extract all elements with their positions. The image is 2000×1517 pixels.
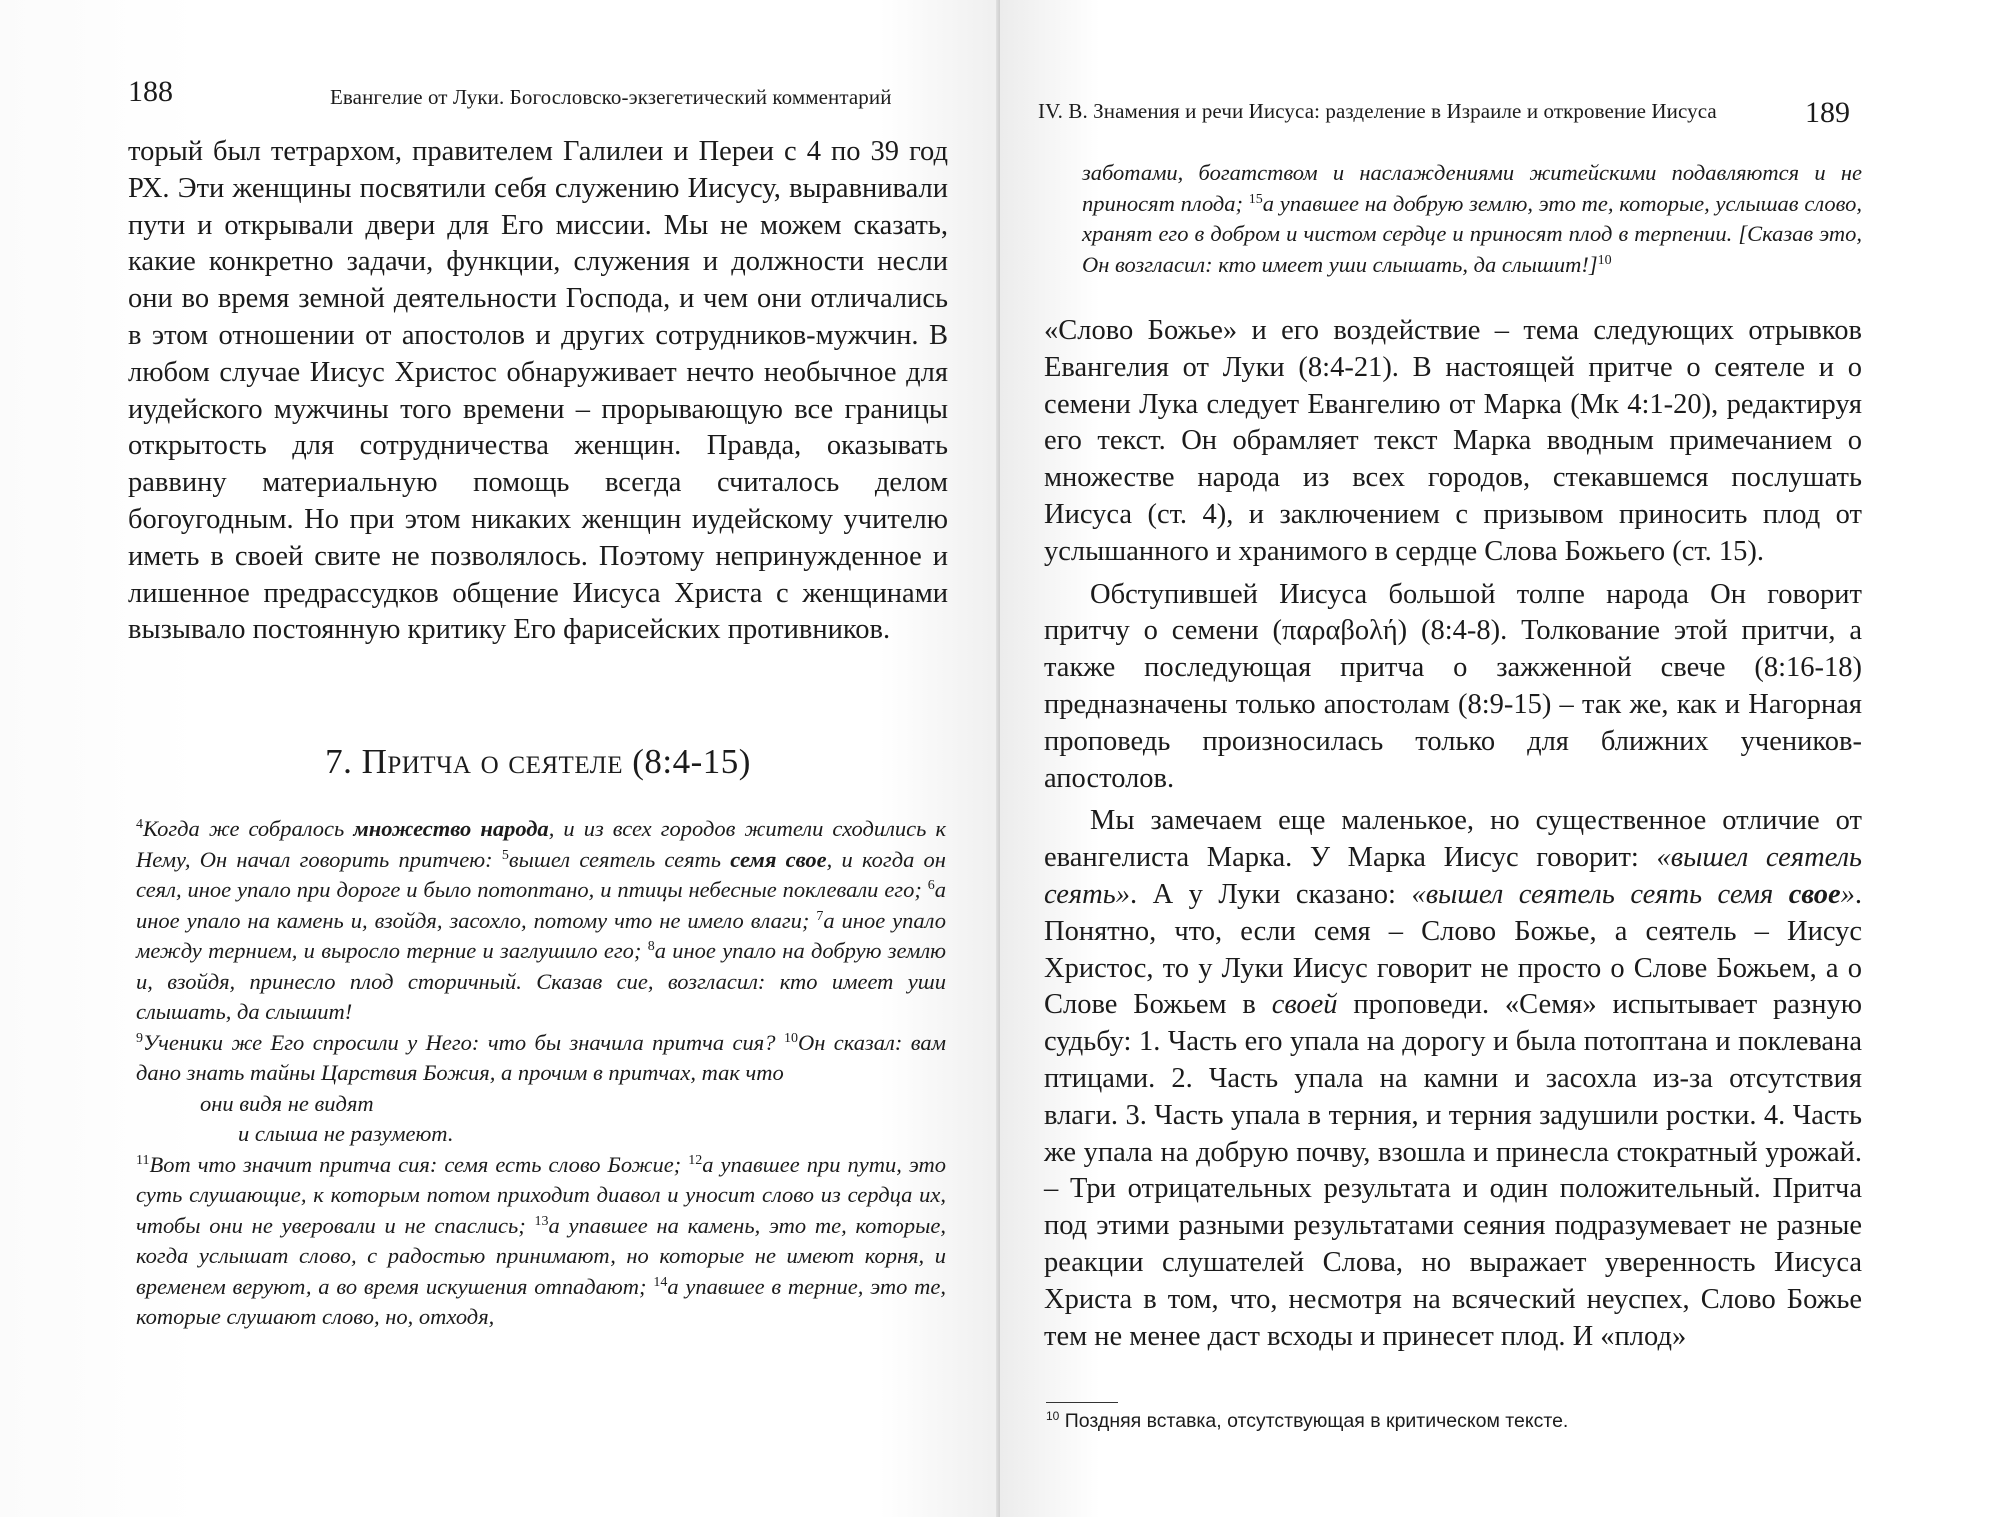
quoted-poem-line-1: они видя не видят xyxy=(200,1090,374,1116)
verse-text: а упавшее при пути, это суть слушающие, к которым потом приходит диавол и уносит слово из сердца их, чтобы они не уверовали и не спаслись; xyxy=(136,1151,946,1238)
verse-text: а иное упало на камень и, взойдя, засохло, потому что не имело влаги; xyxy=(136,877,946,933)
emphasis-word: своей xyxy=(1271,989,1338,1021)
verse-text: а упавшее на камень, это те, которые, когда услышат слово, с радостью принимают, но которые не имеют корня, и временем веруют, а во время искушения отпадают; xyxy=(136,1212,946,1299)
chapter-heading: 7. Притча о сеятеле (8:4-15) xyxy=(325,742,751,781)
paragraph-text: . Понятно, что, если семя – Слово Божье, а сеятель – Иисус Христос, то у Луки Иисус говорит не просто о Слове Божьем, а о Слове Божьем в xyxy=(1044,878,1862,1021)
footnote-reference: 10 xyxy=(1597,252,1612,268)
body-paragraph-3 xyxy=(1044,803,1862,1355)
left-body-text xyxy=(128,134,948,649)
right-page-number: 189 xyxy=(1805,96,1850,129)
left-scripture-block xyxy=(136,814,946,1333)
paragraph-text: . А у Луки сказано: xyxy=(1129,878,1412,910)
body-paragraph-1: «Слово Божье» и его воздействие – тема следующих отрывков Евангелия от Луки (8:4-21). В настоящей притче о сеятеле и о семени Лука следует Евангелию от Марка (Мк 4:1-20), редактируя его текст. Он обрамляет текст Марка вводным примечанием о множестве народа из всех городов, стекавшемся послушать Иисуса (ст. 4), и заключением с призывом приносить плод от услышанного и хранимого в сердце Слова Божьего (ст. 15). xyxy=(1044,315,1862,567)
quoted-poem-line-2: и слыша не разумеют. xyxy=(238,1121,454,1146)
footnote xyxy=(1046,1410,1568,1433)
verse-text: Ученики же Его спросили у Него: что бы значила притча сия? xyxy=(143,1029,784,1055)
verse-number: 14 xyxy=(653,1274,668,1290)
verse-text: заботами, богатством и наслаждениями житейскими подавляются и не приносят плода; xyxy=(1082,160,1862,216)
verse-text: Когда же собралось xyxy=(143,816,354,841)
quote-luke-end: » xyxy=(1840,878,1855,910)
right-body-text xyxy=(1044,313,1862,1355)
paragraph-text: Мы замечаем еще маленькое, но существенное отличие от евангелиста Марка. У Марка Иисус говорит: xyxy=(1044,805,1862,874)
verse-number: 8 xyxy=(647,939,655,954)
footnote-number: 10 xyxy=(1046,1409,1060,1423)
verse-text: Вот что значит притча сия: семя есть слово Божие; xyxy=(149,1151,689,1177)
verse-number: 9 xyxy=(136,1030,143,1046)
right-page xyxy=(1000,0,2000,1517)
verse-text: , и когда он сеял, иное упало при дороге и было потоптано, и птицы небесные поклевали его; xyxy=(136,846,946,902)
left-body-paragraph: торый был тетрархом, правителем Галилеи и Переи с 4 по 39 год РХ. Эти женщины посвятили себя служению Иисусу, выравнивали пути и открывали двери для Его миссии. Мы не можем сказать, какие конкретно задачи, функции, служения и должности несли они во время земной деятельности Господа, и чем они отличались в этом отношении от апостолов и других сотрудников-мужчин. В любом случае Иисус Христос обнаруживает нечто необычное для иудейского мужчины того времени – прорывающую все границы открытость для сотрудничества женщин. Правда, оказывать раввину материальную помощь всегда считалось делом богоугодным. Но при этом никаких женщин иудейскому учителю иметь в своей свите не позволялось. Поэтому непринужденное и лишенное предрассудков общение Иисуса Христа с женщинами вызывало постоянную критику Его фарисейских противников. xyxy=(128,136,948,646)
verse-emphasis: множество народа xyxy=(353,816,549,841)
verse-number: 13 xyxy=(534,1213,549,1229)
left-running-head: Евангелие от Луки. Богословско-экзегетический комментарий xyxy=(330,85,892,109)
verse-number: 6 xyxy=(927,878,935,893)
verse-number: 10 xyxy=(783,1030,798,1046)
verse-text: а упавшее на добрую землю, это те, которые, услышав слово, хранят его в добром и чистом сердце и приносят плод в терпении. [Сказав это, Он возгласил: кто имеет уши слышать, да слышит!] xyxy=(1082,190,1862,277)
verse-text: вышел сеятель сеять xyxy=(508,846,731,872)
paragraph-text: проповеди. «Семя» испытывает разную судьбу: 1. Часть его упала на дорогу и была потоптана и поклевана птицами. 2. Часть упала на камни и засохла из-за отсутствия влаги. 3. Часть упала в терния, и терния задушили ростки. 4. Часть же упала на добрую почву, взошла и принесла стократный урожай. – Три отрицательных результата и один положительный. Притча под этими разными результатами сеяния подразумевает не разные реакции слушателей Слова, но выражает уверенность Иисуса Христа в том, что, несмотря на всяческий неуспех, Слово Божье тем не менее даст всходы и принесет плод. И «плод» xyxy=(1044,989,1862,1352)
verse-text: Он сказал: вам дано знать тайны Царствия Божия, а прочим в притчах, так что xyxy=(136,1029,946,1085)
quote-emphasis: свое xyxy=(1788,878,1841,910)
verse-number: 4 xyxy=(136,817,143,832)
verse-text: , и из всех городов жители сходились к Нему, Он начал говорить притчею: xyxy=(136,816,946,872)
verse-number: 7 xyxy=(816,908,824,924)
verse-text: а иное упало на добрую землю и, взойдя, принесло плод сторичный. Сказав сие, возгласил: кто имеет уши слышать, да слышит! xyxy=(136,938,946,1024)
verse-number: 5 xyxy=(501,847,509,863)
right-running-head: IV. В. Знамения и речи Иисуса: разделение в Израиле и откровение Иисуса xyxy=(1038,99,1717,123)
footnote-rule xyxy=(1046,1402,1118,1403)
verse-number: 12 xyxy=(688,1152,703,1168)
verse-number: 15 xyxy=(1248,191,1263,207)
quote-luke-text: «вышел сеятель сеять семя xyxy=(1411,878,1789,910)
left-page-number: 188 xyxy=(128,75,173,108)
verse-text: а упавшее в терние, это те, которые слушают слово, но, отходя, xyxy=(136,1273,946,1329)
scripture-verses-14-15 xyxy=(1082,158,1862,280)
scripture-verses-11-14 xyxy=(136,1150,946,1333)
verse-emphasis: семя свое xyxy=(730,846,827,872)
right-scripture-block xyxy=(1082,158,1862,280)
verse-text: а иное упало между тернием, и выросло терние и заглушило его; xyxy=(136,907,946,963)
body-paragraph-2: Обступившей Иисуса большой толпе народа Он говорит притчу о семени (παραβολή) (8:4-8). Толкование этой притчи, а также последующая притча о зажженной свече (8:16-18) предназначены только апостолам (8:9-15) – так же, как и Нагорная проповедь произносилась только для ближних учеников-апостолов. xyxy=(1044,578,1862,794)
quote-mark: «вышел сеятель сеять» xyxy=(1044,842,1862,910)
verse-number: 11 xyxy=(136,1152,150,1168)
scripture-verses-4-10 xyxy=(136,814,946,1089)
footnote-text: Поздняя вставка, отсутствующая в критическом тексте. xyxy=(1064,1410,1569,1432)
quote-luke xyxy=(1411,879,1854,910)
